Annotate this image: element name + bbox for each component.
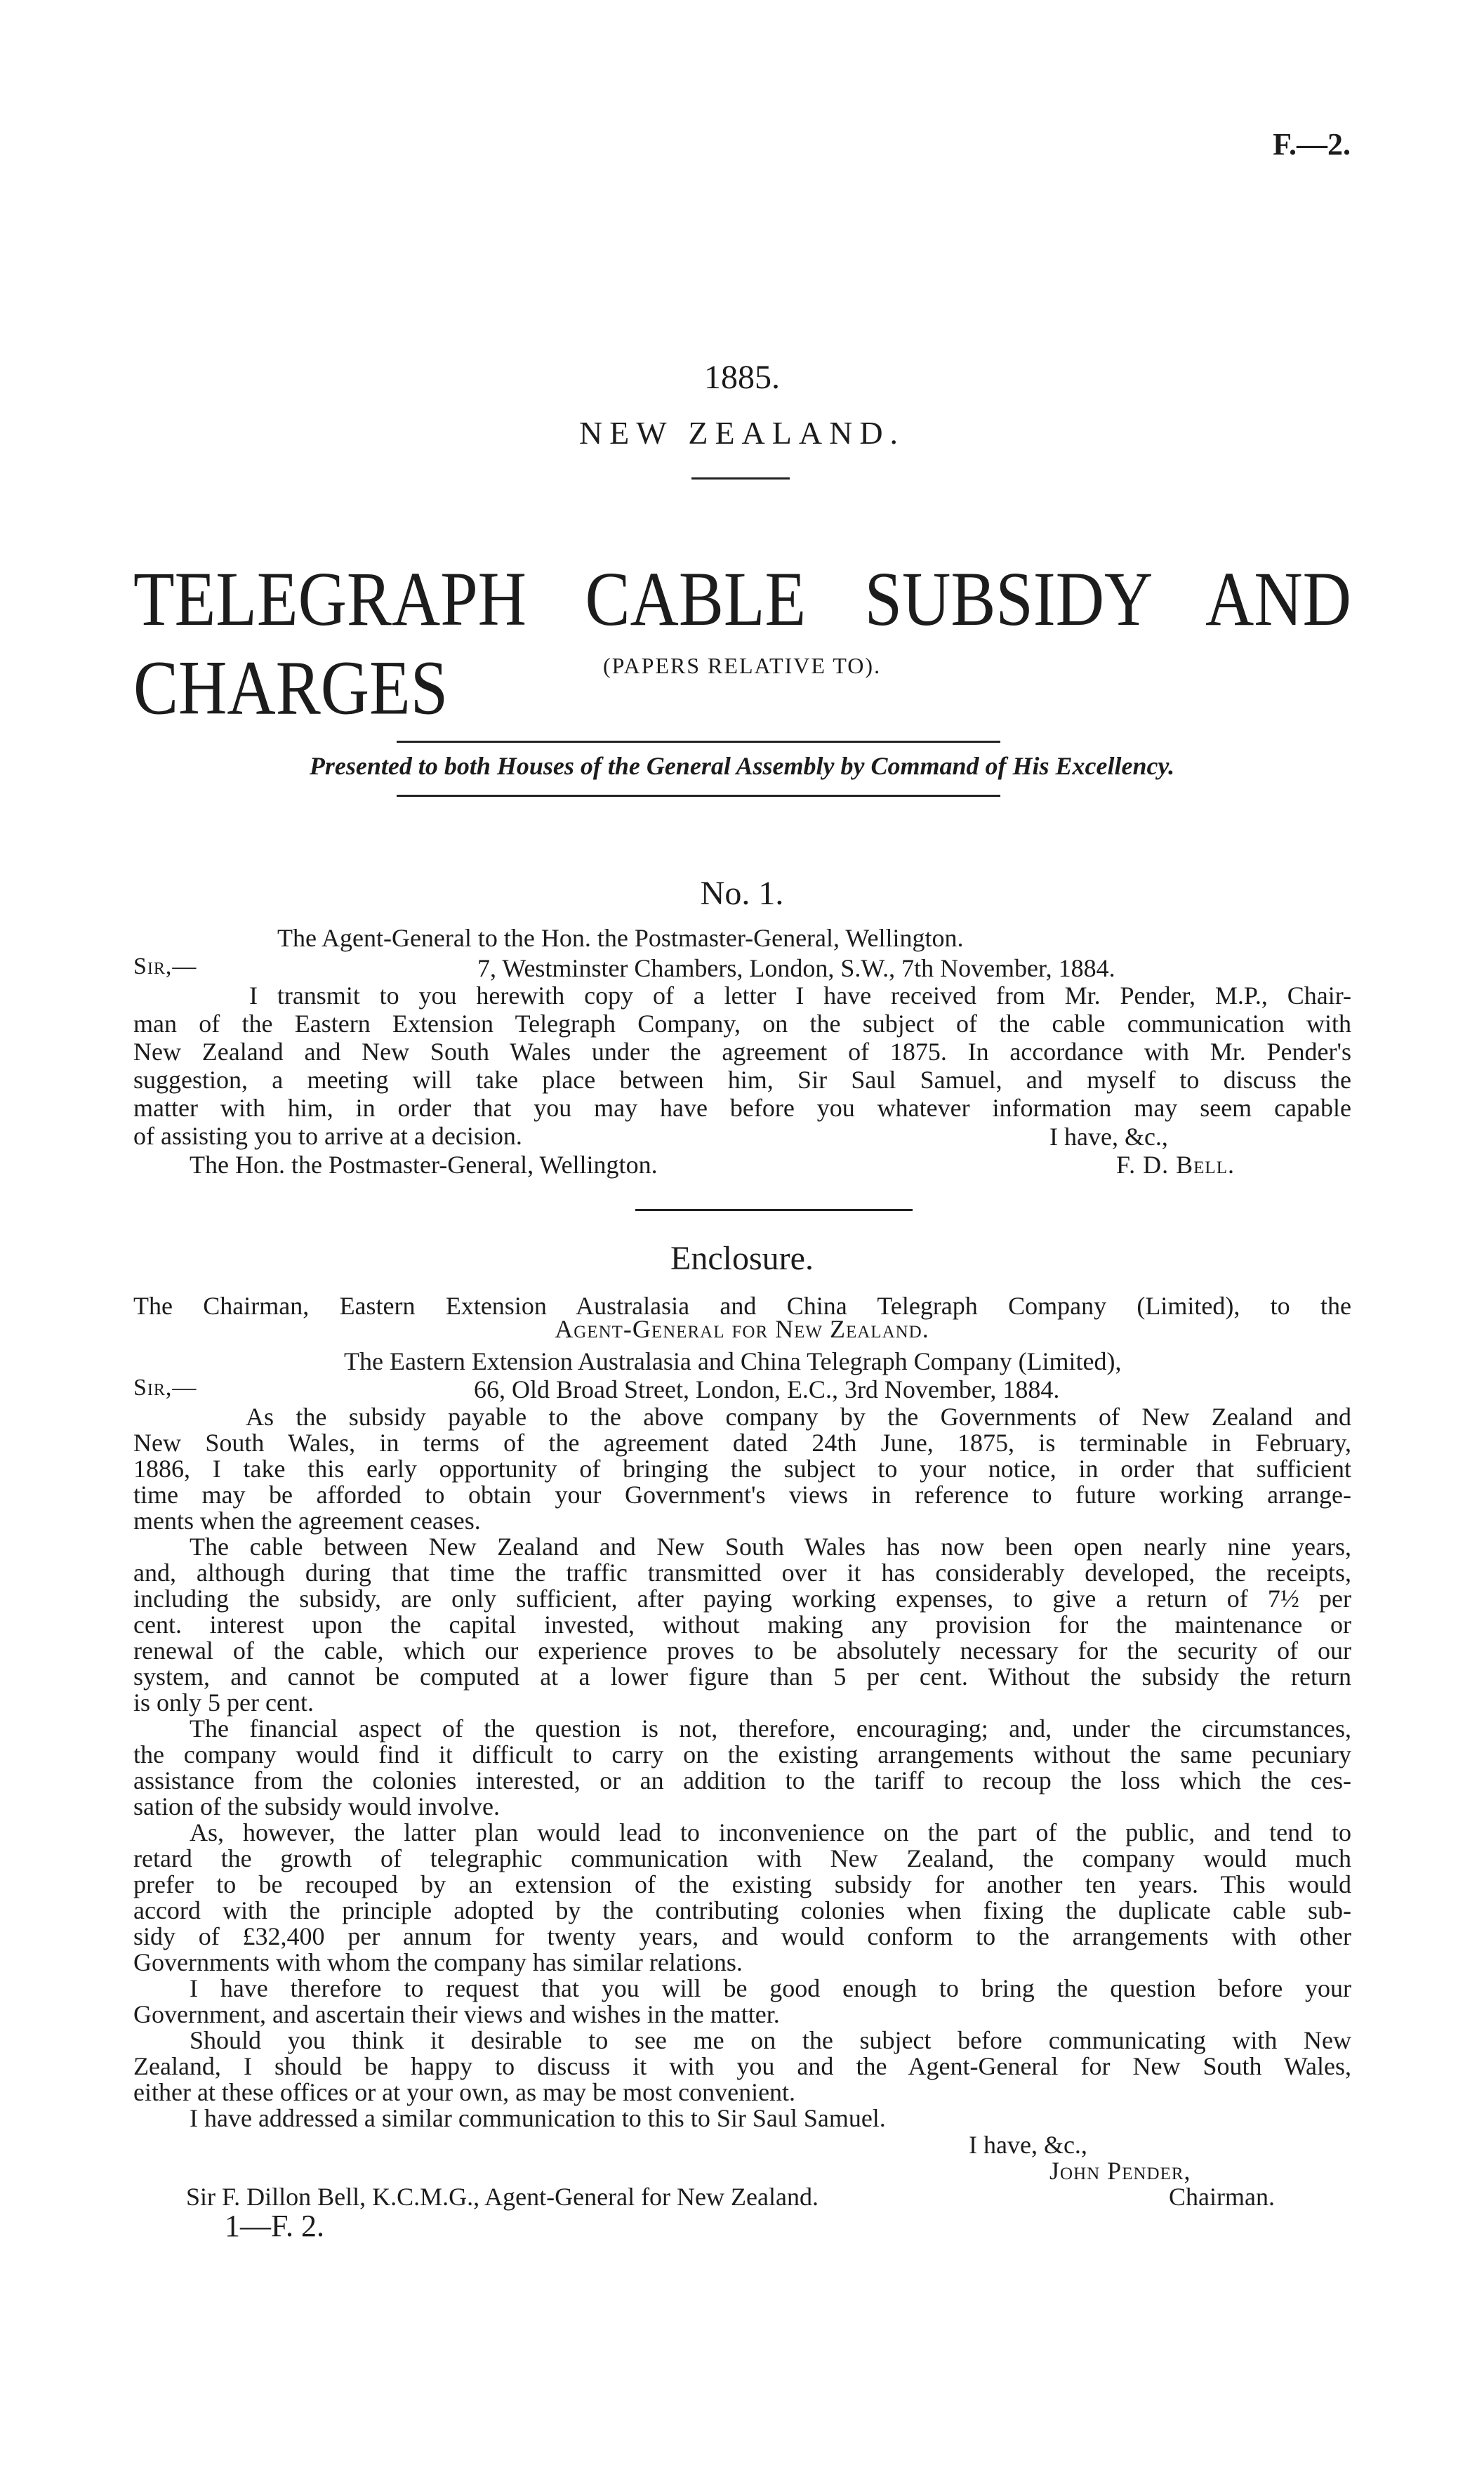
enclosure-signature: John Pender, <box>1049 2157 1191 2185</box>
enclosure-from-to-2: Agent-General for New Zealand. <box>555 1315 929 1343</box>
enclosure-signature-title: Chairman. <box>1169 2183 1275 2211</box>
enclosure-line: sation of the subsidy would involve. <box>133 1792 500 1820</box>
title-rule <box>691 477 790 480</box>
page-reference: F.—2. <box>1273 127 1351 161</box>
enclosure-line: As, however, the latter plan would lead to inconvenience on the part of the public, and tend to <box>190 1818 1351 1846</box>
enclosure-line: time may be afforded to obtain your Government's views in reference to future working arrange- <box>133 1481 1351 1509</box>
enclosure-line: and, although during that time the traffic transmitted over it has considerably developed, the receipts, <box>133 1559 1351 1587</box>
enclosure-line: Governments with whom the company has similar relations. <box>133 1948 743 1976</box>
letter-heading: No. 1. <box>700 875 784 912</box>
letter-body-line: matter with him, in order that you may have before you whatever information may seem capable <box>133 1094 1351 1122</box>
enclosure-line: Zealand, I should be happy to discuss it with you and the Agent-General for New South Wales, <box>133 2052 1351 2080</box>
presented-rule-bottom <box>397 795 1000 797</box>
enclosure-company: The Eastern Extension Australasia and China Telegraph Company (Limited), <box>344 1347 1122 1375</box>
enclosure-line: cent. interest upon the capital invested, without making any provision for the maintenance or <box>133 1611 1351 1639</box>
enclosure-line: either at these offices or at your own, as may be most convenient. <box>133 2078 796 2106</box>
enclosure-line: New South Wales, in terms of the agreement dated 24th June, 1875, is terminable in February, <box>133 1429 1351 1457</box>
enclosure-line: I have therefore to request that you will be good enough to bring the question before your <box>190 1974 1351 2002</box>
enclosure-closing: I have, &c., <box>969 2131 1087 2159</box>
presented-line: Presented to both Houses of the General Assembly by Command of His Excellency. <box>309 752 1175 780</box>
letter-address: 7, Westminster Chambers, London, S.W., 7th November, 1884. <box>477 954 1115 982</box>
enclosure-line: prefer to be recouped by an extension of the existing subsidy for another ten years. This would <box>133 1870 1351 1898</box>
enclosure-line: Government, and ascertain their views and wishes in the matter. <box>133 2000 780 2028</box>
presented-rule-top <box>397 741 1000 743</box>
letter-from-to: The Agent-General to the Hon. the Postmaster-General, Wellington. <box>277 924 964 952</box>
enclosure-line: The cable between New Zealand and New South Wales has now been open nearly nine years, <box>190 1533 1351 1561</box>
enclosure-line: accord with the principle adopted by the contributing colonies when fixing the duplicate cable sub- <box>133 1896 1351 1924</box>
enclosure-line: renewal of the cable, which our experience proves to be absolutely necessary for the security of our <box>133 1637 1351 1665</box>
section-rule <box>635 1209 913 1211</box>
enclosure-address: 66, Old Broad Street, London, E.C., 3rd November, 1884. <box>474 1375 1060 1403</box>
letter-closing: I have, &c., <box>1049 1123 1168 1151</box>
enclosure-line: sidy of £32,400 per annum for twenty years, and would conform to the arrangements with other <box>133 1922 1351 1950</box>
enclosure-line: is only 5 per cent. <box>133 1688 314 1717</box>
year: 1885. <box>704 359 780 396</box>
page-footer: 1—F. 2. <box>225 2209 324 2243</box>
enclosure-line: The financial aspect of the question is not, therefore, encouraging; and, under the circumstances, <box>190 1714 1351 1743</box>
enclosure-line: ments when the agreement ceases. <box>133 1507 481 1535</box>
enclosure-salutation: Sir,— <box>133 1375 197 1401</box>
country: NEW ZEALAND. <box>578 415 906 451</box>
enclosure-addressee: Sir F. Dillon Bell, K.C.M.G., Agent-General for New Zealand. <box>186 2183 819 2211</box>
enclosure-line: As the subsidy payable to the above company by the Governments of New Zealand and <box>246 1403 1351 1431</box>
letter-addressee: The Hon. the Postmaster-General, Wellington. <box>190 1151 658 1179</box>
page-title: TELEGRAPH CABLE SUBSIDY AND CHARGES <box>133 555 1351 731</box>
letter-body-line: man of the Eastern Extension Telegraph Company, on the subject of the cable communication with <box>133 1010 1351 1038</box>
subtitle: (PAPERS RELATIVE TO). <box>602 653 882 678</box>
letter-body-line: I transmit to you herewith copy of a letter I have received from Mr. Pender, M.P., Chair- <box>249 981 1351 1010</box>
letter-signature: F. D. Bell. <box>1116 1151 1235 1179</box>
letter-body-line: suggestion, a meeting will take place between him, Sir Saul Samuel, and myself to discuss the <box>133 1066 1351 1094</box>
enclosure-line: Should you think it desirable to see me on the subject before communicating with New <box>190 2026 1351 2054</box>
enclosure-line: assistance from the colonies interested, or an addition to the tariff to recoup the loss which the ces- <box>133 1766 1351 1794</box>
enclosure-from-to: The Chairman, Eastern Extension Australasia and China Telegraph Company (Limited), to the <box>133 1292 1351 1320</box>
enclosure-line: I have addressed a similar communication to this to Sir Saul Samuel. <box>190 2104 886 2132</box>
enclosure-heading: Enclosure. <box>670 1240 814 1277</box>
letter-body-line: New Zealand and New South Wales under the agreement of 1875. In accordance with Mr. Pender's <box>133 1038 1351 1066</box>
enclosure-line: system, and cannot be computed at a lower figure than 5 per cent. Without the subsidy the return <box>133 1662 1351 1691</box>
enclosure-line: retard the growth of telegraphic communication with New Zealand, the company would much <box>133 1844 1351 1872</box>
letter-body-line: of assisting you to arrive at a decision. <box>133 1122 522 1150</box>
salutation: Sir,— <box>133 953 197 979</box>
enclosure-line: the company would find it difficult to carry on the existing arrangements without the same pecuniary <box>133 1740 1351 1769</box>
enclosure-line: 1886, I take this early opportunity of bringing the subject to your notice, in order that sufficient <box>133 1455 1351 1483</box>
enclosure-line: including the subsidy, are only sufficient, after paying working expenses, to give a return of 7½ per <box>133 1585 1351 1613</box>
